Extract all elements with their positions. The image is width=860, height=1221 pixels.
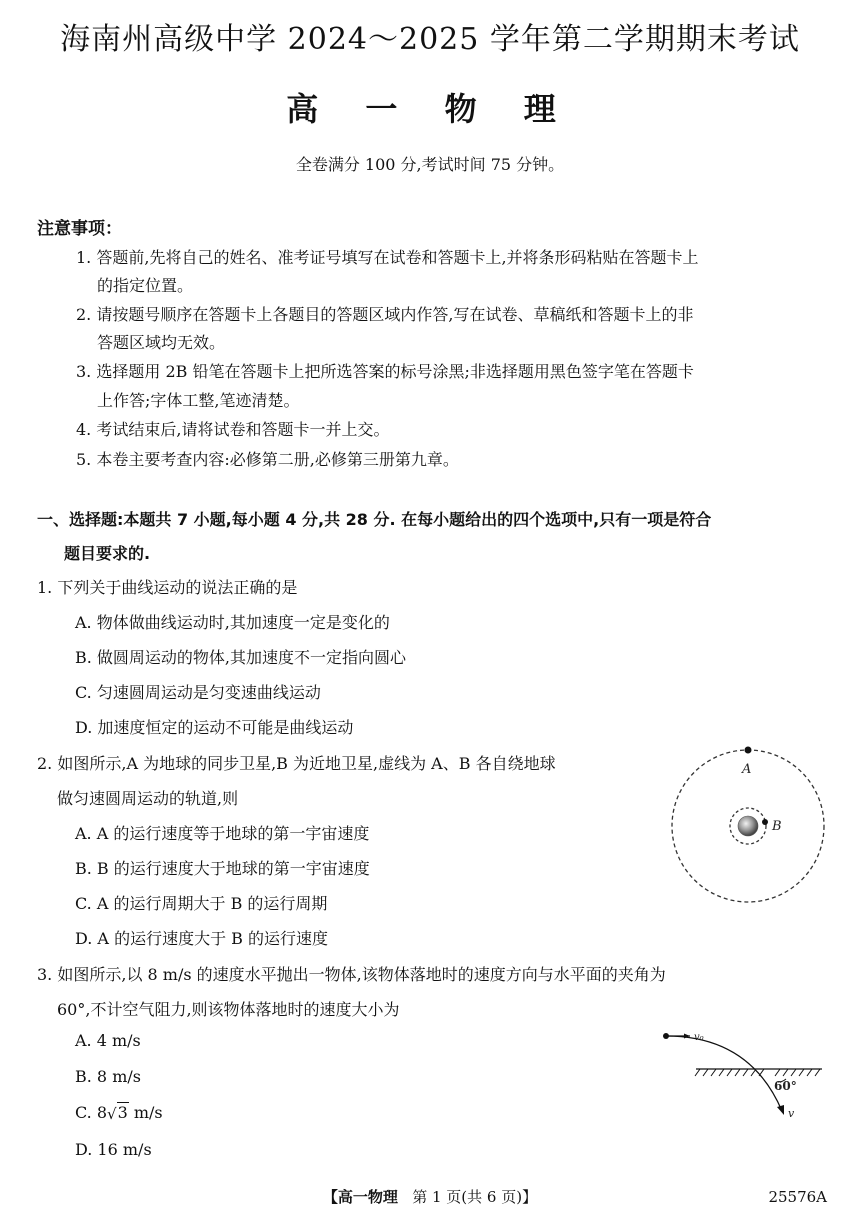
q3-option-b: B. 8 m/s [75, 1067, 141, 1086]
q3-stem-cont: 60°,不计空气阻力,则该物体落地时的速度大小为 [57, 1000, 400, 1019]
notice-line: 上作答;字体工整,笔迹清楚。 [97, 391, 300, 410]
q1-option-b: B. 做圆周运动的物体,其加速度不一定指向圆心 [75, 648, 407, 667]
satellite-b [762, 819, 768, 825]
v-label: v [788, 1107, 795, 1120]
exam-title: 海南州高级中学 2024～2025 学年第二学期期末考试 [60, 22, 800, 57]
q2-option-b: B. B 的运行速度大于地球的第一宇宙速度 [75, 859, 370, 878]
label-b: B [772, 819, 782, 834]
q1-option-d: D. 加速度恒定的运动不可能是曲线运动 [75, 718, 354, 737]
q1-stem: 1. 下列关于曲线运动的说法正确的是 [37, 578, 298, 597]
notice-line: 5. 本卷主要考查内容:必修第二册,必修第三册第九章。 [76, 450, 459, 469]
exam-meta: 全卷满分 100 分,考试时间 75 分钟。 [295, 155, 565, 174]
q3-option-a: A. 4 m/s [75, 1031, 141, 1050]
notice-line: 的指定位置。 [97, 276, 194, 295]
paper-code: 25576A [768, 1188, 827, 1206]
v0-label: v₀ [694, 1032, 704, 1043]
q2-option-c: C. A 的运行周期大于 B 的运行周期 [75, 894, 328, 913]
q2-option-d: D. A 的运行速度大于 B 的运行速度 [75, 929, 329, 948]
page-footer: 【高一物理 第 1 页(共 6 页)】 [322, 1188, 538, 1206]
projectile-diagram [660, 1025, 830, 1125]
q2-stem: 2. 如图所示,A 为地球的同步卫星,B 为近地卫星,虚线为 A、B 各自绕地球 [37, 754, 556, 773]
notice-line: 2. 请按题号顺序在答题卡上各题目的答题区域内作答,写在试卷、草稿纸和答题卡上的非 [76, 305, 694, 324]
satellite-a [745, 747, 752, 754]
label-a: A [742, 762, 752, 777]
subject-title: 高 一 物 理 [286, 90, 574, 128]
notice-heading: 注意事项： [37, 219, 122, 239]
q1-option-c: C. 匀速圆周运动是匀变速曲线运动 [75, 683, 321, 702]
orbit-diagram [670, 742, 830, 907]
section-heading: 一、选择题:本题共 7 小题,每小题 4 分,共 28 分. 在每小题给出的四个选项中,只有一项是符合 [37, 510, 712, 529]
q3-option-c: C. 8√3 m/s [75, 1103, 163, 1123]
notice-line: 3. 选择题用 2B 铅笔在答题卡上把所选答案的标号涂黑;非选择题用黑色签字笔在答题卡 [76, 362, 694, 381]
q2-option-a: A. A 的运行速度等于地球的第一宇宙速度 [75, 824, 370, 843]
v-arrow [777, 1105, 784, 1115]
q3-option-d: D. 16 m/s [75, 1140, 152, 1159]
notice-line: 4. 考试结束后,请将试卷和答题卡一并上交。 [76, 420, 390, 439]
q1-option-a: A. 物体做曲线运动时,其加速度一定是变化的 [75, 613, 390, 632]
trajectory [666, 1036, 782, 1111]
earth [738, 816, 758, 836]
angle-label: 60° [774, 1079, 797, 1093]
notice-line: 1. 答题前,先将自己的姓名、准考证号填写在试卷和答题卡上,并将条形码粘贴在答题卡上 [76, 248, 699, 267]
q2-stem-cont: 做匀速圆周运动的轨道,则 [57, 789, 239, 808]
notice-line: 答题区域均无效。 [97, 333, 226, 352]
section-heading-cont: 题目要求的. [64, 544, 151, 563]
q3-stem: 3. 如图所示,以 8 m/s 的速度水平抛出一物体,该物体落地时的速度方向与水平面的夹角为 [37, 965, 666, 984]
